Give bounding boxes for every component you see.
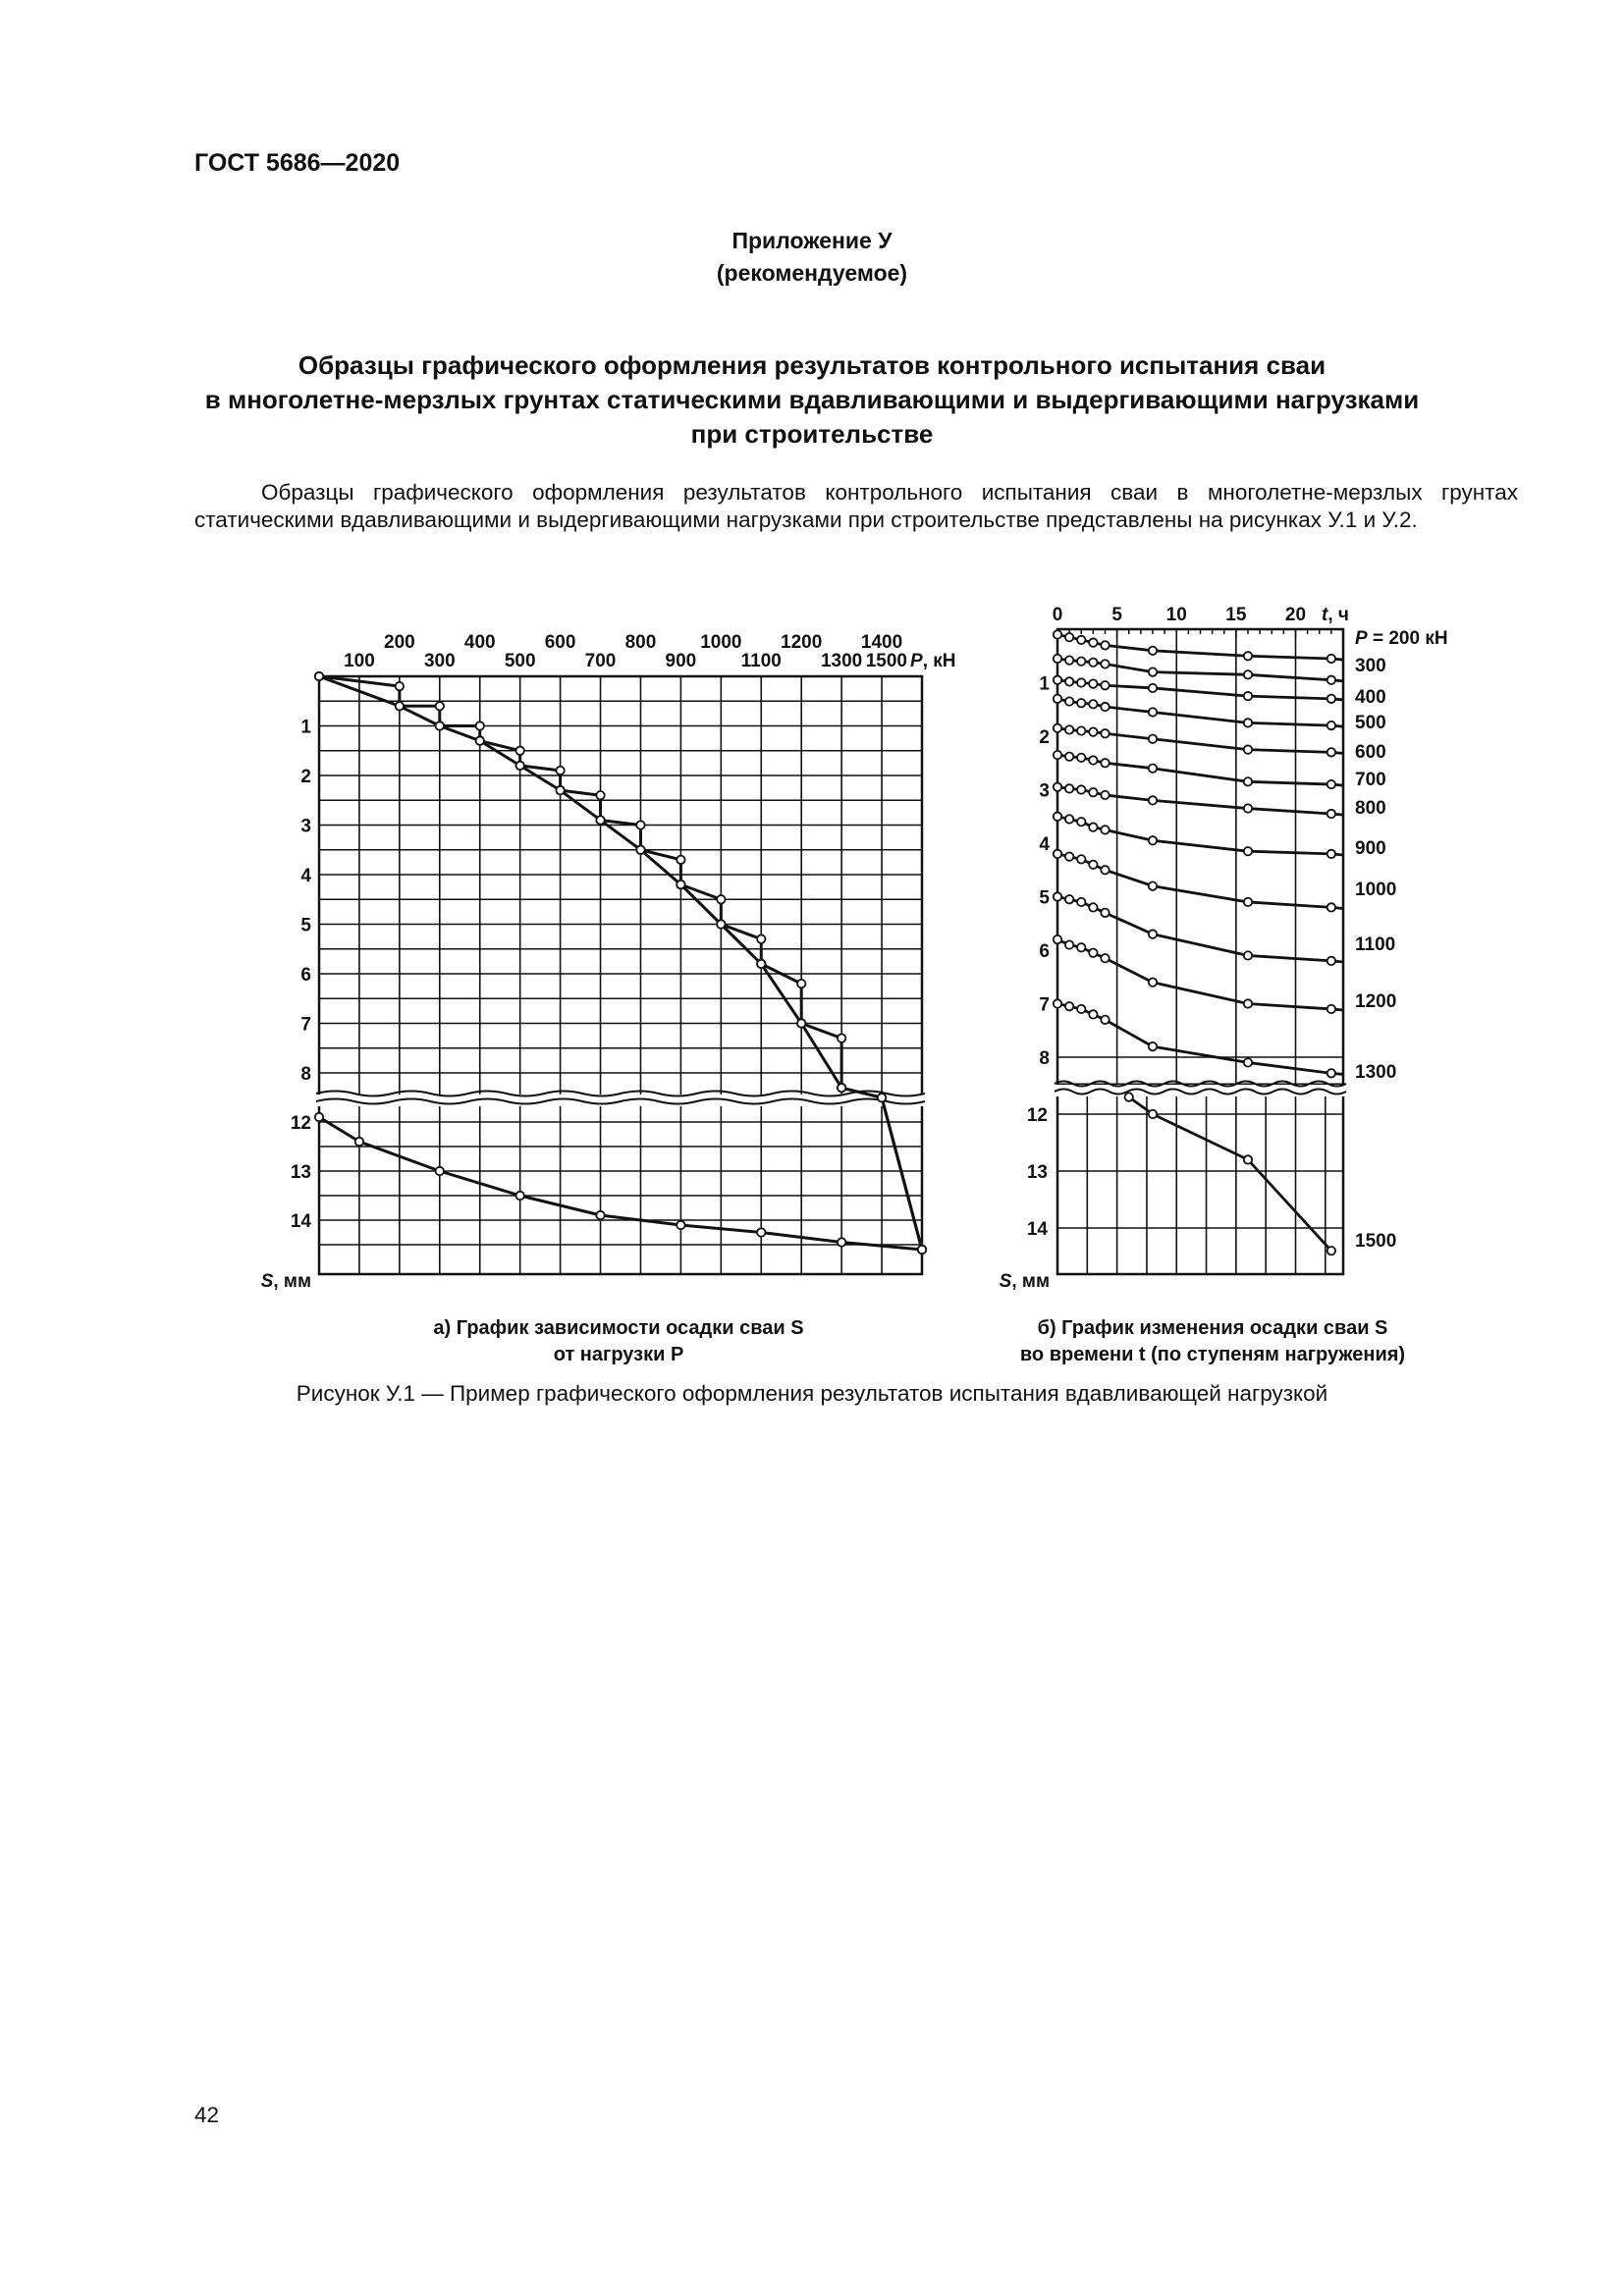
- chart-a-point: [596, 1211, 604, 1219]
- chart-a-ytick-label: 5: [300, 915, 311, 936]
- chart-a-point: [436, 702, 444, 710]
- chart-b-point: [1327, 780, 1335, 788]
- chart-b-point: [1327, 957, 1335, 965]
- chart-b-load-label: 1100: [1355, 934, 1396, 955]
- chart-b-caption: [967, 1315, 1458, 1368]
- chart-b-series-1300: [1057, 1004, 1343, 1075]
- chart-b-point: [1149, 684, 1157, 692]
- chart-b-point: [1054, 655, 1061, 663]
- chart-a-point: [677, 856, 684, 864]
- chart-b-point: [1089, 903, 1097, 911]
- chart-a-xtick-label: 400: [463, 632, 496, 653]
- chart-a-point: [838, 1238, 845, 1246]
- chart-b-point: [1089, 1010, 1097, 1018]
- chart-b-point: [1327, 903, 1335, 911]
- chart-b-point: [1101, 954, 1109, 962]
- chart-b-load-label: 600: [1355, 742, 1386, 763]
- chart-b-point: [1054, 676, 1061, 684]
- chart-b-point: [1327, 1005, 1335, 1013]
- chart-b-point: [1089, 823, 1097, 830]
- chart-a-xtick-label: 1400: [860, 632, 903, 653]
- chart-b-point: [1149, 796, 1157, 804]
- chart-b-point: [1065, 1002, 1073, 1010]
- chart-b-ytick-label: 4: [1039, 834, 1050, 855]
- chart-b-caption-line: во времени t (по ступеням нагружения): [1019, 1344, 1406, 1365]
- chart-b-point: [1077, 678, 1085, 686]
- chart-a-point: [677, 881, 684, 888]
- chart-b-point: [1244, 898, 1252, 906]
- chart-a-point: [476, 721, 484, 729]
- page-number: 42: [194, 2103, 220, 2127]
- chart-b-point: [1054, 751, 1061, 759]
- chart-b-point: [1054, 630, 1061, 638]
- chart-b-load-label: 400: [1355, 687, 1386, 708]
- chart-b-load-label: 1300: [1355, 1062, 1397, 1083]
- chart-a-xtick-label: 900: [665, 651, 697, 671]
- chart-a-point: [515, 1192, 523, 1200]
- chart-b-point: [1244, 777, 1252, 785]
- appendix-subtitle: (рекомендуемое): [716, 260, 908, 286]
- chart-b-point: [1244, 670, 1252, 678]
- chart-b-point: [1244, 804, 1252, 812]
- chart-b-point: [1065, 725, 1073, 733]
- chart-a-point: [315, 672, 323, 680]
- chart-b-point: [1089, 679, 1097, 687]
- chart-b-point: [1101, 791, 1109, 799]
- chart-a-xtick-label: 1200: [781, 632, 823, 653]
- chart-a-point: [596, 791, 604, 799]
- chart-b-point: [1054, 813, 1061, 821]
- section-title-line: в многолетне-мерзлых грунтах статическими вдавливающими и выдергивающими нагрузками: [204, 385, 1420, 414]
- chart-b-point: [1077, 699, 1085, 707]
- chart-b-series-500: [1057, 699, 1343, 726]
- chart-a-point: [515, 747, 523, 755]
- chart-a-ytick-label: 14: [290, 1211, 311, 1232]
- chart-b-series-300: [1057, 659, 1343, 681]
- chart-a-series-loading-steps: [319, 676, 922, 1250]
- chart-a-point: [396, 682, 404, 690]
- chart-a-point: [757, 960, 765, 968]
- chart-b-point: [1327, 695, 1335, 703]
- chart-a-xtick-label: 600: [544, 632, 576, 653]
- document-header: ГОСТ 5686—2020: [194, 149, 401, 177]
- chart-b-ytick-label: 2: [1039, 727, 1050, 748]
- chart-a-xtick-label: 700: [584, 651, 617, 671]
- chart-b-point: [1089, 861, 1097, 869]
- chart-a-point: [436, 1167, 444, 1175]
- chart-a-point: [556, 767, 564, 774]
- chart-a-point: [396, 702, 404, 710]
- chart-b-point: [1244, 999, 1252, 1007]
- chart-a-point: [515, 762, 523, 770]
- chart-b-xtick-label: 5: [1111, 605, 1122, 625]
- chart-b-point: [1054, 783, 1061, 791]
- chart-b-series-700: [1057, 755, 1343, 785]
- chart-b-frame: [1057, 629, 1343, 1274]
- chart-b-point: [1054, 999, 1061, 1007]
- chart-b-ytick-label: 3: [1039, 780, 1050, 802]
- chart-b-point: [1077, 1005, 1085, 1013]
- chart-b-point: [1327, 810, 1335, 818]
- chart-a-xtick-label: 1300: [820, 651, 863, 671]
- chart-a-ytick-label: 12: [290, 1113, 311, 1134]
- chart-b-point: [1327, 1069, 1335, 1077]
- chart-a-ytick-label: 13: [290, 1162, 311, 1183]
- appendix-title: Приложение У: [731, 228, 893, 253]
- chart-a-point: [355, 1138, 363, 1146]
- chart-b-point: [1077, 855, 1085, 863]
- chart-b-point: [1101, 826, 1109, 833]
- chart-a-point: [636, 846, 644, 854]
- chart-b-point: [1065, 940, 1073, 948]
- chart-b-point: [1089, 700, 1097, 708]
- chart-b-point: [1054, 850, 1061, 858]
- chart-b-point: [1327, 850, 1335, 858]
- chart-b-point: [1077, 636, 1085, 644]
- chart-b-series-200: [1057, 634, 1343, 660]
- chart-b-point: [1327, 655, 1335, 663]
- chart-b-point: [1065, 697, 1073, 705]
- chart-b-point: [1149, 735, 1157, 743]
- chart-b-point: [1065, 753, 1073, 761]
- chart-b-point: [1065, 656, 1073, 664]
- chart-a-point: [797, 980, 805, 988]
- chart-b-point: [1101, 1016, 1109, 1024]
- chart-a-point: [476, 736, 484, 744]
- chart-b-load-label: 500: [1355, 713, 1386, 733]
- chart-a-point: [838, 1084, 845, 1092]
- chart-b-ytick-label: 8: [1039, 1048, 1050, 1069]
- chart-b-point: [1077, 754, 1085, 762]
- chart-b-point: [1065, 815, 1073, 823]
- chart-a-series-envelope: [319, 676, 922, 1250]
- chart-a-xtick-label: 500: [504, 651, 536, 671]
- chart-b-xtick-label: 20: [1284, 605, 1307, 625]
- chart-b-point: [1149, 930, 1157, 937]
- chart-a-ytick-label: 2: [300, 767, 311, 787]
- chart-b-point: [1149, 979, 1157, 987]
- chart-b-load-label: 300: [1355, 656, 1386, 676]
- chart-b-point: [1149, 881, 1157, 889]
- chart-a-ytick-label: 1: [300, 717, 311, 738]
- chart-a-ytick-label: 6: [300, 965, 311, 986]
- section-title-line: при строительстве: [690, 419, 934, 449]
- chart-b-point: [1065, 633, 1073, 641]
- chart-b-series-400: [1057, 680, 1343, 700]
- chart-b-point: [1149, 708, 1157, 716]
- chart-b-xtick-label: 15: [1225, 605, 1247, 625]
- chart-b-load-label: 900: [1355, 838, 1386, 859]
- chart-a-point: [757, 1228, 765, 1236]
- chart-b-load-label: 800: [1355, 798, 1386, 819]
- chart-b-yaxis-label: S, мм: [999, 1271, 1050, 1292]
- chart-b-point: [1149, 765, 1157, 773]
- chart-b-point: [1327, 748, 1335, 756]
- chart-b-ytick-label: 1: [1039, 673, 1050, 695]
- chart-b-point: [1327, 721, 1335, 729]
- chart-b-caption-line: б) График изменения осадки сваи S: [1037, 1317, 1388, 1339]
- chart-b-point: [1244, 745, 1252, 753]
- chart-a-point: [717, 895, 725, 903]
- chart-b-xtick-label: 0: [1052, 605, 1063, 625]
- chart-b-point: [1327, 1247, 1335, 1255]
- chart-b-point: [1077, 818, 1085, 826]
- chart-b-ytick-label: 12: [1026, 1105, 1048, 1126]
- chart-a-caption-line: а) График зависимости осадки сваи S: [433, 1317, 804, 1339]
- chart-b-point: [1089, 756, 1097, 764]
- chart-a-xaxis-label: P, кН: [910, 651, 956, 671]
- chart-a-xtick-label: 100: [344, 651, 375, 671]
- chart-b-point: [1077, 943, 1085, 951]
- chart-b-point: [1065, 852, 1073, 860]
- chart-a-point: [717, 920, 725, 928]
- chart-b-point: [1149, 836, 1157, 844]
- chart-a-point: [636, 821, 644, 828]
- chart-b-xtick-label: 10: [1165, 605, 1187, 625]
- chart-b-load-label: 1500: [1355, 1231, 1397, 1252]
- chart-a-xtick-label: 200: [384, 632, 415, 653]
- chart-b-ytick-label: 14: [1026, 1219, 1048, 1240]
- chart-a-yaxis-label: S, мм: [260, 1271, 311, 1292]
- chart-b-point: [1101, 759, 1109, 767]
- chart-b-point: [1101, 660, 1109, 667]
- chart-b-ytick-label: 7: [1039, 994, 1050, 1016]
- chart-b-point: [1244, 847, 1252, 855]
- chart-b-point: [1101, 703, 1109, 711]
- chart-b-point: [1149, 667, 1157, 675]
- chart-b-point: [1244, 951, 1252, 959]
- chart-b-point: [1244, 719, 1252, 726]
- chart-b-point: [1065, 784, 1073, 792]
- chart-b-point: [1149, 647, 1157, 655]
- chart-b-point: [1089, 949, 1097, 957]
- chart-b-xaxis-label: t, ч: [1322, 605, 1349, 625]
- chart-b-ytick-label: 13: [1026, 1162, 1048, 1183]
- section-title-line: Образцы графического оформления результатов контрольного испытания сваи: [298, 350, 1326, 380]
- chart-b-series-600: [1057, 728, 1343, 754]
- chart-b-point: [1101, 729, 1109, 737]
- chart-a-point: [436, 721, 444, 729]
- chart-a-caption-line: от нагрузки P: [553, 1344, 684, 1365]
- chart-b-series-1000: [1057, 854, 1343, 909]
- chart-a-xtick-label: 1500: [865, 651, 907, 671]
- chart-a-xtick-label: 300: [423, 651, 456, 671]
- chart-b-point: [1089, 638, 1097, 646]
- chart-b-series-1200: [1057, 939, 1343, 1010]
- chart-a-point: [757, 934, 765, 942]
- chart-b-point: [1327, 676, 1335, 684]
- chart-a-point: [878, 1094, 886, 1101]
- body-paragraph-text: Образцы графического оформления результатов контрольного испытания сваи в многолетне-мерзлых грунтах статическими вдавливающими и выдергивающими нагрузками при строительстве представлены на рисунках У.1 и У.2.: [194, 480, 1518, 532]
- chart-a-ytick-label: 7: [300, 1014, 311, 1036]
- chart-a-frame: [319, 676, 922, 1274]
- chart-b-load-label: 1000: [1355, 880, 1397, 900]
- chart-b-point: [1244, 692, 1252, 700]
- chart-a-point: [556, 786, 564, 794]
- chart-a-xtick-label: 1000: [700, 632, 742, 653]
- chart-a-ytick-label: 8: [300, 1064, 311, 1085]
- chart-b-point: [1101, 866, 1109, 874]
- chart-b-ytick-label: 5: [1039, 887, 1050, 909]
- chart-a-point: [315, 1113, 323, 1121]
- chart-b-point: [1054, 892, 1061, 900]
- chart-b-series-900: [1057, 817, 1343, 855]
- chart-b-ytick-label: 6: [1039, 941, 1050, 962]
- chart-b-point: [1244, 652, 1252, 660]
- chart-b-point: [1054, 695, 1061, 703]
- chart-b-point: [1149, 1110, 1157, 1118]
- chart-b-point: [1149, 1042, 1157, 1050]
- chart-b-point: [1054, 935, 1061, 943]
- chart-a-point: [918, 1246, 926, 1254]
- chart-b-point: [1244, 1058, 1252, 1066]
- chart-a-series-unloading: [319, 1117, 922, 1250]
- chart-b-point: [1065, 895, 1073, 903]
- chart-b-point: [1089, 727, 1097, 735]
- chart-b-point: [1244, 1155, 1252, 1163]
- chart-b-point: [1125, 1093, 1133, 1100]
- chart-b-point: [1101, 641, 1109, 649]
- chart-a-point: [677, 1221, 684, 1229]
- chart-b-point: [1077, 898, 1085, 906]
- chart-b-point: [1077, 658, 1085, 666]
- chart-b-point: [1077, 785, 1085, 793]
- figure-caption: Рисунок У.1 — Пример графического оформления результатов испытания вдавливающей нагрузкой: [296, 1381, 1328, 1406]
- chart-a-ytick-label: 4: [300, 866, 311, 886]
- chart-a-point: [797, 1019, 805, 1027]
- chart-a-caption: [373, 1315, 864, 1368]
- chart-b-point: [1101, 909, 1109, 917]
- chart-b-point: [1054, 724, 1061, 732]
- chart-a-ytick-label: 3: [300, 816, 311, 837]
- chart-a-point: [596, 816, 604, 824]
- chart-b-point: [1089, 788, 1097, 796]
- chart-a-xtick-label: 800: [624, 632, 657, 653]
- chart-a-point: [838, 1034, 845, 1041]
- chart-b-load-label: 1200: [1355, 991, 1397, 1012]
- chart-b-point: [1089, 659, 1097, 667]
- chart-b-load-label: 700: [1355, 770, 1386, 790]
- chart-b-point: [1077, 726, 1085, 734]
- chart-b-load-label: P = 200 кН: [1355, 628, 1448, 649]
- chart-b-point: [1101, 681, 1109, 689]
- chart-a-xtick-label: 1100: [740, 651, 782, 671]
- chart-b-series-800: [1057, 787, 1343, 815]
- chart-b-point: [1065, 677, 1073, 685]
